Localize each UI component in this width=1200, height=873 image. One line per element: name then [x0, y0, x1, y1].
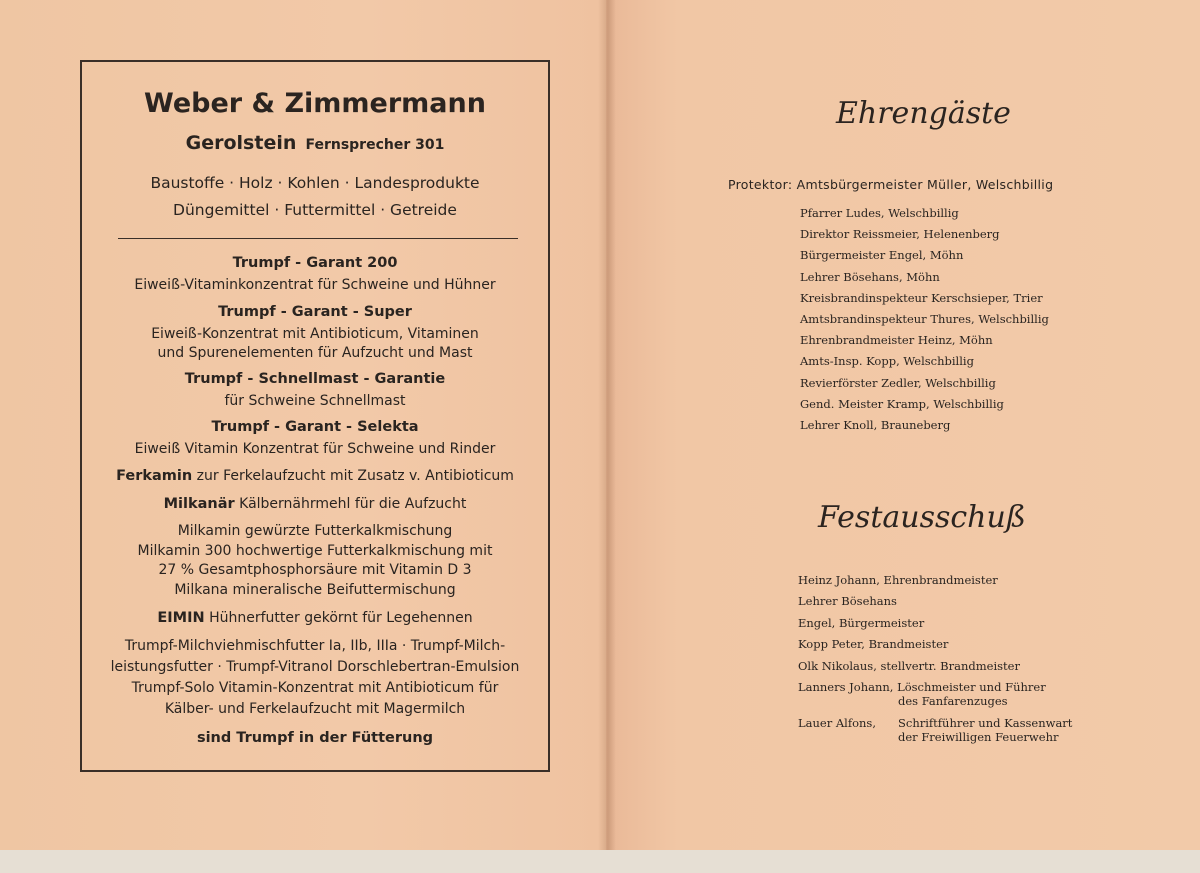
- product-desc: zur Ferkelaufzucht mit Zusatz v. Antibioticum: [196, 468, 514, 484]
- slogan: sind Trumpf in der Fütterung: [196, 730, 434, 746]
- product-name: Trumpf - Garant 200: [232, 255, 398, 271]
- product-desc: Kälbernährmehl für die Aufzucht: [239, 496, 467, 512]
- list-item: Direktor Reissmeier, Helenenberg: [800, 227, 1000, 242]
- list-item: [798, 680, 1058, 716]
- member-line: Lanners Johann, Löschmeister und Führer: [798, 679, 1046, 694]
- list-item: Lehrer Bösehans, Möhn: [800, 269, 940, 284]
- goods-line-2: Düngemittel · Futtermittel · Getreide: [173, 201, 457, 219]
- trumpf-line: Trumpf-Solo Vitamin-Konzentrat mit Antibioticum für: [131, 680, 499, 696]
- list-item: Amtsbrandinspekteur Thures, Welschbillig: [800, 311, 1049, 326]
- list-item: Olk Nikolaus, stellvertr. Brandmeister: [798, 658, 1020, 673]
- product-name: Milkanär: [163, 496, 235, 512]
- product-desc: und Spurenelementen für Aufzucht und Mast: [157, 345, 473, 361]
- ferkamin-line: [82, 468, 548, 484]
- phone-number: Fernsprecher 301: [305, 137, 445, 153]
- milkamin-line: Milkana mineralische Beifuttermischung: [174, 582, 456, 598]
- trumpf-line: Trumpf-Milchviehmischfutter Ia, IIb, IIIa · Trumpf-Milch-: [124, 638, 506, 654]
- milkamin-line: Milkamin gewürzte Futterkalkmischung: [177, 523, 453, 539]
- member-name: Lauer Alfons,: [798, 715, 876, 730]
- scan-bottom-edge: [0, 850, 1200, 873]
- product-desc: Eiweiß-Vitaminkonzentrat für Schweine und Hühner: [134, 277, 496, 293]
- product-desc: Hühnerfutter gekörnt für Legehennen: [209, 610, 473, 626]
- member-role-continuation: der Freiwilligen Feuerwehr: [898, 729, 1059, 744]
- list-item: Engel, Bürgermeister: [798, 615, 925, 630]
- guests-heading: Ehrengäste: [836, 96, 1011, 131]
- list-item: Gend. Meister Kramp, Welschbillig: [800, 396, 1004, 411]
- divider-rule: [118, 238, 518, 239]
- product-desc: für Schweine Schnellmast: [224, 393, 406, 409]
- list-item: Heinz Johann, Ehrenbrandmeister: [798, 573, 998, 587]
- eimin-line: [82, 610, 548, 626]
- product-name: Ferkamin: [116, 468, 193, 484]
- member-role-continuation: des Fanfarenzuges: [898, 693, 1008, 708]
- product-name: Trumpf - Garant - Super: [218, 304, 412, 320]
- product-name: EIMIN: [157, 610, 205, 626]
- trumpf-line: Kälber- und Ferkelaufzucht mit Magermilch: [164, 701, 466, 717]
- milkamin-line: 27 % Gesamtphosphorsäure mit Vitamin D 3: [158, 562, 472, 578]
- page-gutter: [598, 0, 616, 850]
- list-item: Lehrer Knoll, Brauneberg: [800, 417, 951, 432]
- committee-list: [798, 573, 1073, 752]
- list-item: [798, 715, 1073, 752]
- milkanaer-line: [82, 496, 548, 512]
- list-item: Kreisbrandinspekteur Kerschsieper, Trier: [800, 290, 1043, 305]
- town-name: Gerolstein: [185, 132, 297, 154]
- product-desc: Eiweiß Vitamin Konzentrat für Schweine und Rinder: [134, 441, 496, 457]
- list-item: Ehrenbrandmeister Heinz, Möhn: [800, 333, 993, 348]
- product-desc: Eiweiß-Konzentrat mit Antibioticum, Vitaminen: [151, 326, 479, 342]
- list-item: Lehrer Bösehans: [798, 594, 897, 609]
- protector-line: Protektor: Amtsbürgermeister Müller, Welschbillig: [728, 177, 1054, 192]
- town-line: [82, 132, 548, 154]
- advertisement-box: [80, 60, 550, 772]
- product-name: Trumpf - Garant - Selekta: [211, 419, 419, 435]
- trumpf-line: leistungsfutter · Trumpf-Vitranol Dorschlebertran-Emulsion: [110, 659, 520, 675]
- committee-heading: Festausschuß: [818, 500, 1026, 535]
- guests-list: [800, 203, 1049, 436]
- list-item: Revierförster Zedler, Welschbillig: [800, 375, 996, 390]
- list-item: Kopp Peter, Brandmeister: [798, 637, 949, 652]
- list-item: Amts-Insp. Kopp, Welschbillig: [800, 354, 974, 369]
- company-name: Weber & Zimmermann: [144, 88, 486, 119]
- product-name: Trumpf - Schnellmast - Garantie: [184, 371, 446, 387]
- list-item: Bürgermeister Engel, Möhn: [800, 248, 964, 263]
- goods-line-1: Baustoffe · Holz · Kohlen · Landesprodukte: [150, 174, 480, 192]
- list-item: Pfarrer Ludes, Welschbillig: [800, 206, 959, 220]
- member-role: Schriftführer und Kassenwart: [898, 715, 1073, 730]
- milkamin-line: Milkamin 300 hochwertige Futterkalkmischung mit: [137, 543, 493, 559]
